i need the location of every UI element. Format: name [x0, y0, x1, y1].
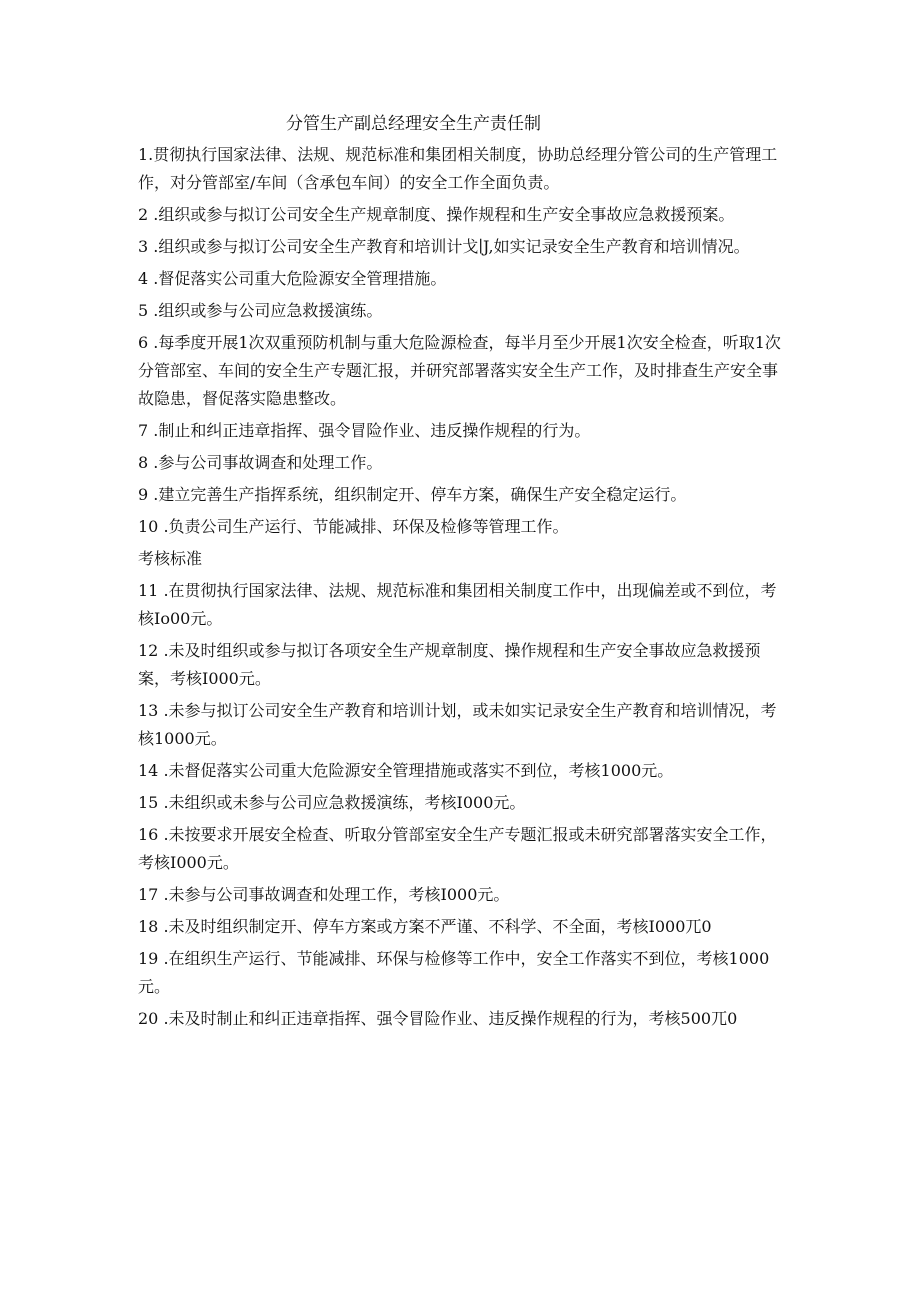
- duty-item-1: 1.贯彻执行国家法律、法规、规范标准和集团相关制度，协助总经理分管公司的生产管理工作，对分管部室/车间（含承包车间）的安全工作全面负责。: [138, 145, 778, 192]
- assessment-item-15: 15 .未组织或未参与公司应急救援演练，考核I000元。: [138, 793, 526, 812]
- duty-item-5: 5 .组织或参与公司应急救援演练。: [138, 301, 383, 320]
- duty-item-8: 8 .参与公司事故调查和处理工作。: [138, 453, 383, 472]
- duty-item-10: 10 .负责公司生产运行、节能减排、环保及检修等管理工作。: [138, 517, 569, 536]
- duty-item-3: 3 .组织或参与拟订公司安全生产教育和培训计戈∣J,如实记录安全生产教育和培训情况。: [138, 237, 750, 256]
- assessment-item-20: 20 .未及时制止和纠正违章指挥、强令冒险作业、违反操作规程的行为，考核500兀0: [138, 1009, 738, 1028]
- assessment-item-18: 18 .未及时组织制定开、停车方案或方案不严谨、不科学、不全面，考核I000兀0: [138, 917, 712, 936]
- assessment-item-12: 12 .未及时组织或参与拟订各项安全生产规章制度、操作规程和生产安全事故应急救援预案，考核I000元。: [138, 641, 761, 688]
- assessment-item-19: 19 .在组织生产运行、节能减排、环保与检修等工作中，安全工作落实不到位，考核1000元。: [138, 949, 770, 996]
- assessment-item-14: 14 .未督促落实公司重大危险源安全管理措施或落实不到位，考核1000元。: [138, 761, 674, 780]
- document-page: [138, 112, 788, 1037]
- duty-item-9: 9 .建立完善生产指挥系统，组织制定开、停车方案，确保生产安全稳定运行。: [138, 485, 687, 504]
- duty-item-7: 7 .制止和纠正违章指挥、强令冒险作业、违反操作规程的行为。: [138, 421, 591, 440]
- assessment-item-13: 13 .未参与拟订公司安全生产教育和培训计划，或未如实记录安全生产教育和培训情况，考核1000元。: [138, 701, 777, 748]
- assessment-item-11: 11 .在贯彻执行国家法律、法规、规范标准和集团相关制度工作中，出现偏差或不到位，考核Io00元。: [138, 581, 777, 628]
- duty-item-6: 6 .每季度开展1次双重预防机制与重大危险源检查，每半月至少开展1次安全检查，听取1次分管部室、车间的安全生产专题汇报，并研究部署落实安全生产工作，及时排查生产安全事故隐患，督促落实隐患整改。: [138, 333, 781, 408]
- assessment-item-17: 17 .未参与公司事故调查和处理工作，考核I000元。: [138, 885, 510, 904]
- document-title: 分管生产副总经理安全生产责任制: [286, 114, 541, 134]
- duty-item-4: 4 .督促落实公司重大危险源安全管理措施。: [138, 269, 447, 288]
- assessment-item-16: 16 .未按要求开展安全检查、听取分管部室安全生产专题汇报或未研究部署落实安全工作，考核I000元。: [138, 825, 777, 872]
- assessment-heading: 考核标准: [138, 549, 203, 568]
- duty-item-2: 2 .组织或参与拟订公司安全生产规章制度、操作规程和生产安全事故应急救援预案。: [138, 205, 735, 224]
